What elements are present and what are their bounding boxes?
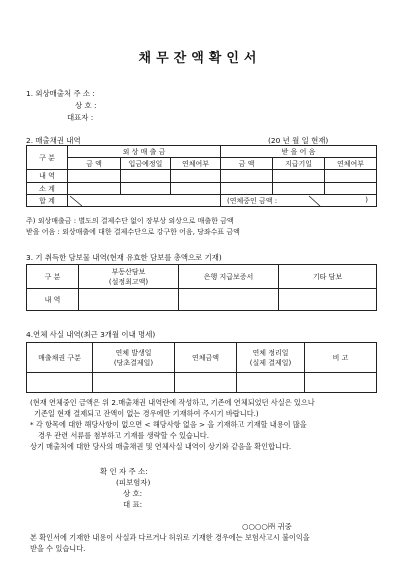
section1-rep-label: 대표자 : (67, 113, 94, 122)
confirmer-address-label: 확 인 자 주 소: (100, 467, 148, 476)
table-cell[interactable] (93, 373, 175, 393)
insured-label: (피보험자) (116, 478, 151, 487)
col-notes-paydate: 지급기일 (273, 158, 325, 170)
recipient-signature: ○○○○㈜ 귀중 (242, 522, 292, 531)
table-cell[interactable] (68, 183, 121, 195)
col-receivable-kind: 매출채권 구분 (27, 343, 93, 373)
footer-warning-1: 본 확인서에 기재한 내용이 사실과 다르거나 허위로 기재한 경우에는 보험사고시 불이익을 (30, 533, 310, 542)
table-cell[interactable] (325, 183, 377, 195)
table-cell[interactable] (179, 289, 279, 311)
table-cell[interactable] (27, 373, 93, 393)
table-cell[interactable] (79, 289, 179, 311)
col-overdue-occurred-line2: (당초결제일) (113, 358, 154, 367)
col-sales-due: 입금예정일 (121, 158, 171, 170)
col-overdue-settled-line2: (실제 결제일) (249, 358, 292, 367)
total-overdue-cell (221, 195, 377, 207)
col-gubun: 구 분 (27, 265, 79, 289)
col-sales-amount: 금 액 (68, 158, 121, 170)
col-bank-guarantee: 은행 지급보증서 (179, 265, 279, 289)
row-detail-label: 내 역 (27, 289, 79, 311)
table-cell[interactable] (175, 373, 237, 393)
note-bills: 받을 어음 : 외상매출에 대한 결제수단으로 강구한 어음, 당좌수표 금액 (26, 228, 240, 236)
row-detail-label: 내 역 (27, 170, 68, 183)
col-other-collateral: 기타 담보 (279, 265, 377, 289)
collateral-table (26, 264, 377, 311)
total-overdue-label: (연체중인 금액 : (227, 196, 278, 205)
table-cell[interactable] (171, 183, 221, 195)
note-line-2: 기존일 현재 결제되고 잔액이 없는 경우에만 기재하여 주시기 바랍니다.) (34, 409, 259, 418)
section2-heading: 2. 매출채권 내역 (26, 136, 81, 145)
confirmer-rep-label: 대 표: (123, 500, 143, 509)
col-overdue-occurred-line1: 연체 발생일 (115, 348, 152, 357)
confirmer-name-label: 상 호: (123, 489, 143, 498)
section2-date-note: (20 년 월 일 현재) (268, 136, 329, 145)
total-sales-diagonal-cell (68, 195, 221, 207)
col-overdue-amount: 연체금액 (175, 343, 237, 373)
diagonal-line (68, 195, 221, 207)
row-subtotal-label: 소 계 (27, 183, 68, 195)
table-cell[interactable] (273, 183, 325, 195)
col-overdue-occurred (93, 343, 175, 373)
col-realestate-line2: (설정최고액) (108, 277, 149, 286)
table-cell[interactable] (237, 373, 305, 393)
col-overdue-settled-line1: 연체 정리일 (252, 348, 289, 357)
overdue-table (26, 342, 377, 393)
col-realestate (79, 265, 179, 289)
col-notes-overdue: 연체여부 (325, 158, 377, 170)
section3-heading: 3. 기 취득한 담보물 내역(현재 유효한 담보를 총액으로 기재) (26, 253, 222, 262)
diagonal-line (221, 195, 377, 207)
table-cell[interactable] (305, 373, 377, 393)
section1-address-label: 1. 외상매출처 주 소 : (26, 89, 95, 98)
note-line-1: (현재 연체중인 금액은 위 2.매출채권 내역란에 작성하고, 기존에 연체되었던 사실은 있으나 (30, 398, 315, 407)
col-remark: 비 고 (305, 343, 377, 373)
table-cell[interactable] (121, 170, 171, 183)
group-notes: 받 을 어 음 (221, 146, 377, 158)
col-realestate-line1: 부동산담보 (111, 267, 146, 276)
table-cell[interactable] (121, 183, 171, 195)
note-line-5: 상기 매출처에 대한 당사의 매출채권 및 연체사실 내역이 상기와 같음을 확인합니다. (30, 442, 292, 451)
footer-warning-2: 받을 수 있습니다. (30, 544, 86, 553)
col-gubun: 구 분 (27, 146, 68, 170)
receivables-table (26, 145, 377, 207)
col-overdue-settled (237, 343, 305, 373)
table-cell[interactable] (68, 170, 121, 183)
table-cell[interactable] (221, 183, 273, 195)
col-notes-amount: 금 액 (221, 158, 273, 170)
table-cell[interactable] (279, 289, 377, 311)
col-sales-overdue: 연체여부 (171, 158, 221, 170)
document-title: 채무잔액확인서 (138, 51, 262, 66)
note-line-3: * 각 항목에 대한 해당사항이 없으면 < 해당사항 없음 > 을 기재하고 기재할 내용이 많을 (30, 420, 307, 429)
table-cell[interactable] (221, 170, 273, 183)
note-receivable: 주) 외상매출금 : 별도의 결제수단 없이 장부상 외상으로 매출한 금액 (26, 217, 234, 225)
group-sales: 외 상 매 출 금 (68, 146, 221, 158)
note-line-4: 경우 관련 서류를 첨부하고 기재를 생략할 수 있습니다. (38, 431, 210, 440)
table-cell[interactable] (325, 170, 377, 183)
table-cell[interactable] (171, 170, 221, 183)
table-cell[interactable] (273, 170, 325, 183)
section4-heading: 4.연체 사실 내역(최근 3개월 이내 명세) (26, 330, 156, 339)
section1-name-label: 상 호 : (75, 101, 97, 110)
row-total-label: 합 계 (27, 195, 68, 207)
total-overdue-end: ) (365, 196, 369, 204)
